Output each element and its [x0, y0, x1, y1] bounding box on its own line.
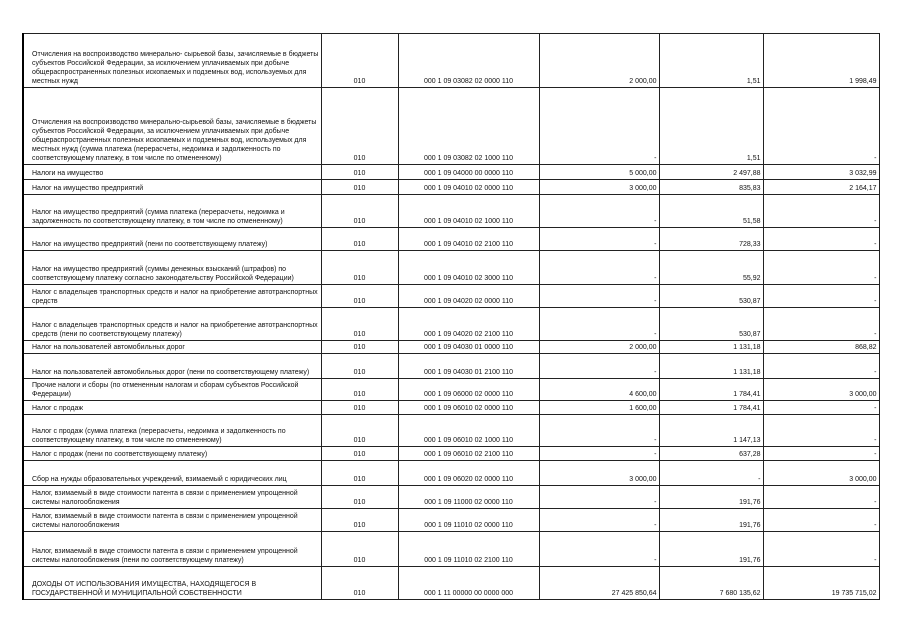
table-row: [23, 486, 879, 509]
row-kbk: 000 1 11 00000 00 0000 000: [398, 567, 539, 600]
row-plan: 2 000,00: [539, 34, 659, 88]
row-executed: 1 131,18: [659, 341, 763, 354]
row-executed: 2 497,88: [659, 165, 763, 180]
row-executed: 51,58: [659, 195, 763, 228]
row-remaining: -: [763, 486, 879, 509]
row-plan: -: [539, 195, 659, 228]
row-kbk: 000 1 09 11000 02 0000 110: [398, 486, 539, 509]
row-remaining: -: [763, 251, 879, 285]
row-kbk: 000 1 09 03082 02 0000 110: [398, 34, 539, 88]
row-remaining: -: [763, 447, 879, 461]
row-executed: 191,76: [659, 532, 763, 567]
table-row: [23, 509, 879, 532]
row-remaining: -: [763, 308, 879, 341]
row-remaining: -: [763, 401, 879, 415]
row-executed: 1,51: [659, 34, 763, 88]
row-remaining: -: [763, 532, 879, 567]
row-code: 010: [321, 251, 398, 285]
row-executed: 530,87: [659, 308, 763, 341]
row-plan: 4 600,00: [539, 379, 659, 401]
row-executed: 191,76: [659, 509, 763, 532]
row-code: 010: [321, 285, 398, 308]
row-plan: -: [539, 308, 659, 341]
row-executed: 728,33: [659, 228, 763, 251]
row-plan: -: [539, 415, 659, 447]
row-kbk: 000 1 09 04000 00 0000 110: [398, 165, 539, 180]
row-name: Налог с продаж (сумма платежа (перерасчеты, недоимка и задолженность по соответствующему платежу, в том числе по отмененному): [23, 415, 321, 447]
row-code: 010: [321, 180, 398, 195]
row-code: 010: [321, 228, 398, 251]
row-code: 010: [321, 165, 398, 180]
row-code: 010: [321, 195, 398, 228]
row-name: Налог на имущество предприятий: [23, 180, 321, 195]
row-plan: -: [539, 285, 659, 308]
row-kbk: 000 1 09 06010 02 1000 110: [398, 415, 539, 447]
row-executed: 1 131,18: [659, 354, 763, 379]
row-kbk: 000 1 09 04010 02 0000 110: [398, 180, 539, 195]
row-name: Отчисления на воспроизводство минерально- сырьевой базы, зачисляемые в бюджеты субъектов Российской Федерации, за исключением уплачиваемых при добыче общераспространенных полезных ископаемых и подземных вод, используемых для местных нужд: [23, 34, 321, 88]
row-name: Налог, взимаемый в виде стоимости патента в связи с применением упрощенной системы налогообложения: [23, 486, 321, 509]
row-kbk: 000 1 09 11010 02 0000 110: [398, 509, 539, 532]
row-remaining: -: [763, 195, 879, 228]
row-kbk: 000 1 09 04030 01 2100 110: [398, 354, 539, 379]
row-name: Налог с продаж (пени по соответствующему платежу): [23, 447, 321, 461]
row-executed: 1 784,41: [659, 401, 763, 415]
row-executed: 1 147,13: [659, 415, 763, 447]
row-kbk: 000 1 09 03082 02 1000 110: [398, 88, 539, 165]
row-name: Налог на имущество предприятий (пени по соответствующему платежу): [23, 228, 321, 251]
row-code: 010: [321, 308, 398, 341]
row-name: Налог с продаж: [23, 401, 321, 415]
row-kbk: 000 1 09 06010 02 0000 110: [398, 401, 539, 415]
row-plan: -: [539, 447, 659, 461]
row-executed: 835,83: [659, 180, 763, 195]
table-row: [23, 341, 879, 354]
table-row: [23, 461, 879, 486]
row-code: 010: [321, 461, 398, 486]
row-remaining: -: [763, 509, 879, 532]
row-plan: -: [539, 88, 659, 165]
table-row: [23, 532, 879, 567]
row-executed: -: [659, 461, 763, 486]
row-name: Сбор на нужды образовательных учреждений, взимаемый с юридических лиц: [23, 461, 321, 486]
row-remaining: 868,82: [763, 341, 879, 354]
row-plan: -: [539, 354, 659, 379]
table-row: [23, 415, 879, 447]
table-row: [23, 401, 879, 415]
row-executed: 637,28: [659, 447, 763, 461]
row-name: Отчисления на воспроизводство минерально-сырьевой базы, зачисляемые в бюджеты субъектов Российской Федерации, за исключением уплачиваемых при добыче общераспространенных полезных ископаемых и подземных вод, используемых для местных нужд (сумма платежа (перерасчеты, недоимка и задолженность по соответствующему платежу, в том числе по отмененному): [23, 88, 321, 165]
row-code: 010: [321, 486, 398, 509]
row-code: 010: [321, 567, 398, 600]
table-row: [23, 88, 879, 165]
row-name: Налог с владельцев транспортных средств и налог на приобретение автотранспортных средств (пени по соответствующему платежу): [23, 308, 321, 341]
budget-revenue-table: [22, 33, 880, 600]
row-executed: 1,51: [659, 88, 763, 165]
row-kbk: 000 1 09 04010 02 2100 110: [398, 228, 539, 251]
row-executed: 7 680 135,62: [659, 567, 763, 600]
row-name: Прочие налоги и сборы (по отмененным налогам и сборам субъектов Российской Федерации): [23, 379, 321, 401]
row-plan: 3 000,00: [539, 461, 659, 486]
table-body: [23, 34, 879, 600]
row-name: Налог, взимаемый в виде стоимости патента в связи с применением упрощенной системы налогообложения (пени по соответствующему платежу): [23, 532, 321, 567]
row-kbk: 000 1 09 04010 02 1000 110: [398, 195, 539, 228]
row-remaining: -: [763, 285, 879, 308]
row-code: 010: [321, 447, 398, 461]
row-plan: -: [539, 228, 659, 251]
row-remaining: 1 998,49: [763, 34, 879, 88]
table-row: [23, 251, 879, 285]
row-kbk: 000 1 09 04020 02 2100 110: [398, 308, 539, 341]
row-remaining: 3 000,00: [763, 461, 879, 486]
row-remaining: 3 032,99: [763, 165, 879, 180]
row-name: Налог на пользователей автомобильных дорог: [23, 341, 321, 354]
table-row: [23, 228, 879, 251]
row-name: ДОХОДЫ ОТ ИСПОЛЬЗОВАНИЯ ИМУЩЕСТВА, НАХОДЯЩЕГОСЯ В ГОСУДАРСТВЕННОЙ И МУНИЦИПАЛЬНОЙ СОБСТВЕННОСТИ: [23, 567, 321, 600]
table-row: [23, 34, 879, 88]
row-code: 010: [321, 415, 398, 447]
row-name: Налоги на имущество: [23, 165, 321, 180]
row-plan: 3 000,00: [539, 180, 659, 195]
row-remaining: 19 735 715,02: [763, 567, 879, 600]
row-name: Налог на имущество предприятий (сумма платежа (перерасчеты, недоимка и задолженность по соответствующему платежу, в том числе по отмененному): [23, 195, 321, 228]
row-kbk: 000 1 09 04010 02 3000 110: [398, 251, 539, 285]
row-plan: 2 000,00: [539, 341, 659, 354]
row-plan: -: [539, 486, 659, 509]
table-row: [23, 195, 879, 228]
row-code: 010: [321, 354, 398, 379]
table-row: [23, 180, 879, 195]
row-remaining: -: [763, 354, 879, 379]
row-executed: 191,76: [659, 486, 763, 509]
table-row: [23, 354, 879, 379]
row-plan: 1 600,00: [539, 401, 659, 415]
row-code: 010: [321, 34, 398, 88]
row-remaining: 2 164,17: [763, 180, 879, 195]
row-code: 010: [321, 509, 398, 532]
row-remaining: -: [763, 415, 879, 447]
row-plan: 5 000,00: [539, 165, 659, 180]
row-executed: 530,87: [659, 285, 763, 308]
row-remaining: -: [763, 228, 879, 251]
row-name: Налог с владельцев транспортных средств и налог на приобретение автотранспортных средств: [23, 285, 321, 308]
row-kbk: 000 1 09 11010 02 2100 110: [398, 532, 539, 567]
row-remaining: -: [763, 88, 879, 165]
row-code: 010: [321, 341, 398, 354]
row-code: 010: [321, 88, 398, 165]
row-plan: -: [539, 509, 659, 532]
row-kbk: 000 1 09 06020 02 0000 110: [398, 461, 539, 486]
table-row: [23, 567, 879, 600]
row-code: 010: [321, 532, 398, 567]
row-code: 010: [321, 401, 398, 415]
table-row: [23, 165, 879, 180]
row-name: Налог на имущество предприятий (суммы денежных взысканий (штрафов) по соответствующему платежу согласно законодательству Российской Федерации): [23, 251, 321, 285]
row-plan: 27 425 850,64: [539, 567, 659, 600]
row-remaining: 3 000,00: [763, 379, 879, 401]
row-name: Налог, взимаемый в виде стоимости патента в связи с применением упрощенной системы налогообложения: [23, 509, 321, 532]
row-name: Налог на пользователей автомобильных дорог (пени по соответствующему платежу): [23, 354, 321, 379]
row-kbk: 000 1 09 06010 02 2100 110: [398, 447, 539, 461]
row-plan: -: [539, 251, 659, 285]
table-row: [23, 285, 879, 308]
table-row: [23, 447, 879, 461]
row-executed: 55,92: [659, 251, 763, 285]
row-kbk: 000 1 09 04030 01 0000 110: [398, 341, 539, 354]
row-code: 010: [321, 379, 398, 401]
row-plan: -: [539, 532, 659, 567]
row-kbk: 000 1 09 04020 02 0000 110: [398, 285, 539, 308]
row-executed: 1 784,41: [659, 379, 763, 401]
row-kbk: 000 1 09 06000 02 0000 110: [398, 379, 539, 401]
table-row: [23, 379, 879, 401]
table-row: [23, 308, 879, 341]
